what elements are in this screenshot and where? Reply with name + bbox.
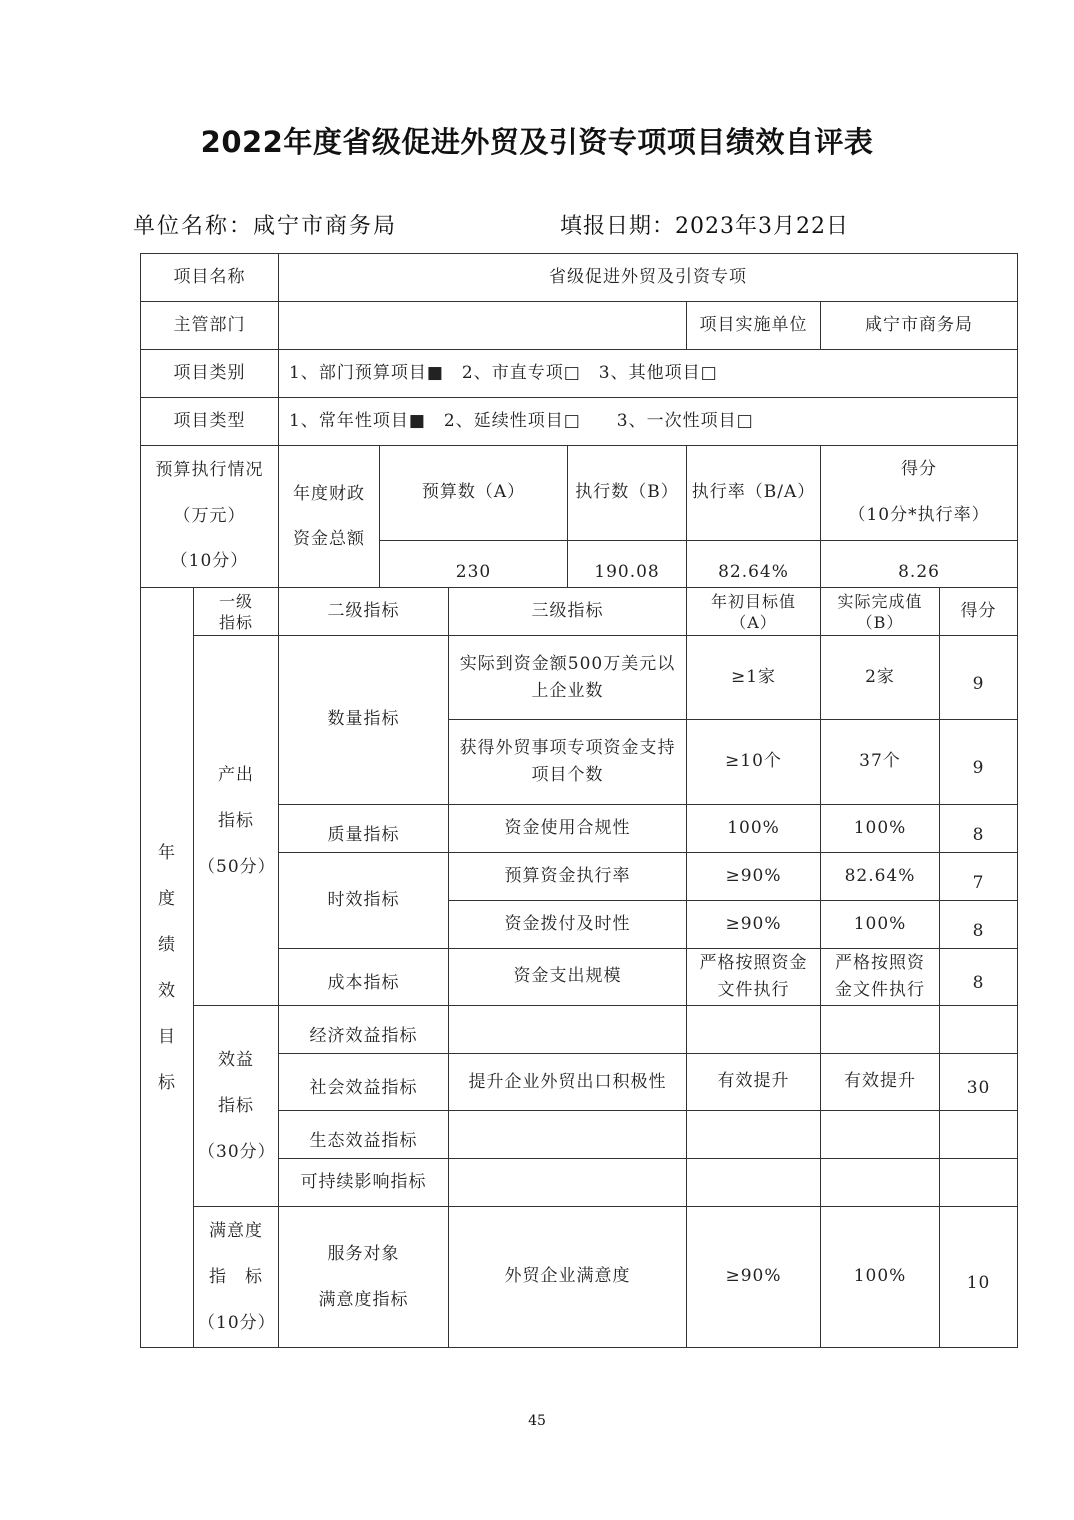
target-cell (687, 1006, 821, 1054)
evaluation-table (140, 253, 1018, 1348)
category-value: 1、部门预算项目■ 2、市直专项□ 3、其他项目□ (279, 350, 1018, 398)
dept-value (279, 302, 687, 350)
project-name-row (141, 254, 1018, 302)
actual-cell: 100% (821, 805, 940, 853)
budget-header-row (141, 446, 1018, 541)
benefit-group-line2: 指标 (218, 1096, 254, 1116)
type-label: 项目类型 (141, 398, 279, 446)
level1-header-line1: 一级 (218, 591, 253, 611)
level2-header: 二级指标 (279, 588, 449, 636)
budget-label-line1: 预算执行情况 (155, 459, 264, 480)
benefit-group-line1: 效益 (218, 1050, 254, 1070)
satisfaction-group-line1: 满意度 (209, 1221, 263, 1241)
target-header (687, 588, 821, 636)
social-benefit-indicator: 社会效益指标 (279, 1054, 449, 1111)
unit-name: 单位名称：咸宁市商务局 (133, 214, 398, 239)
output-group-line1: 产出 (218, 764, 254, 785)
dept-row (141, 302, 1018, 350)
level3-cell: 提升企业外贸出口积极性 (449, 1054, 687, 1111)
table-row (141, 1006, 1018, 1054)
actual-cell: 有效提升 (821, 1054, 940, 1111)
quantity-indicator: 数量指标 (279, 636, 449, 805)
type-row (141, 398, 1018, 446)
budget-b-value: 190.08 (568, 541, 687, 588)
output-indicator-group (194, 636, 279, 1006)
category-row (141, 350, 1018, 398)
sustainability-indicator: 可持续影响指标 (279, 1159, 449, 1207)
level3-cell (449, 1006, 687, 1054)
level3-cell: 预算资金执行率 (449, 853, 687, 901)
target-cell: ≥90% (687, 901, 821, 949)
level3-cell (449, 1159, 687, 1207)
type-value: 1、常年性项目■ 2、延续性项目□ 3、一次性项目□ (279, 398, 1018, 446)
annual-goal-char-4: 效 (158, 980, 176, 1001)
impl-unit-label: 项目实施单位 (687, 302, 821, 350)
target-cell (687, 1159, 821, 1207)
indicator-header-row (141, 588, 1018, 636)
score-cell: 9 (940, 636, 1018, 720)
report-date: 填报日期：2023年3月22日 (560, 214, 849, 239)
economic-benefit-indicator: 经济效益指标 (279, 1006, 449, 1054)
level3-cell (449, 1111, 687, 1159)
quality-indicator: 质量指标 (279, 805, 449, 853)
budget-rate-value: 82.64% (687, 541, 821, 588)
table-row (141, 636, 1018, 720)
score-cell (940, 1159, 1018, 1207)
target-cell: ≥90% (687, 853, 821, 901)
output-group-line3: （50分） (198, 856, 276, 877)
score-cell (940, 1111, 1018, 1159)
level3-cell: 资金拨付及时性 (449, 901, 687, 949)
annual-funds-line2: 资金总额 (293, 528, 365, 549)
budget-a-header: 预算数（A） (380, 446, 568, 541)
budget-b-header: 执行数（B） (568, 446, 687, 541)
page-number: 45 (528, 1413, 546, 1429)
score-cell: 8 (940, 901, 1018, 949)
annual-goal-char-3: 绩 (158, 934, 176, 955)
actual-cell: 37个 (821, 720, 940, 805)
budget-a-value: 230 (380, 541, 568, 588)
actual-cell: 严格按照资金文件执行 (821, 949, 940, 1006)
actual-header (821, 588, 940, 636)
level1-header (194, 588, 279, 636)
target-header-line1: 年初目标值 (710, 591, 796, 611)
output-group-line2: 指标 (218, 810, 254, 831)
target-cell: 严格按照资金文件执行 (687, 949, 821, 1006)
actual-cell (821, 1111, 940, 1159)
level3-cell: 获得外贸事项专项资金支持项目个数 (449, 720, 687, 805)
budget-score-header-line1: 得分 (901, 459, 938, 480)
ecological-benefit-indicator: 生态效益指标 (279, 1111, 449, 1159)
budget-score-value: 8.26 (821, 541, 1018, 588)
annual-goal-char-1: 年 (158, 842, 176, 863)
budget-rate-header: 执行率（B/A） (687, 446, 821, 541)
project-name-value: 省级促进外贸及引资专项 (279, 254, 1018, 302)
service-satisfaction-line1: 服务对象 (327, 1244, 400, 1264)
score-cell: 10 (940, 1207, 1018, 1348)
actual-header-line2: （B） (856, 612, 904, 632)
annual-funds-line1: 年度财政 (293, 484, 365, 505)
score-cell (940, 1006, 1018, 1054)
actual-cell: 2家 (821, 636, 940, 720)
target-cell: ≥10个 (687, 720, 821, 805)
level1-header-line2: 指标 (218, 612, 253, 632)
budget-label-line3: （10分） (170, 551, 249, 572)
level3-cell: 资金使用合规性 (449, 805, 687, 853)
dept-label: 主管部门 (141, 302, 279, 350)
target-header-line2: （A） (730, 612, 777, 632)
annual-goal-char-6: 标 (158, 1072, 176, 1093)
budget-label (141, 446, 279, 588)
score-cell: 9 (940, 720, 1018, 805)
table-row (141, 1207, 1018, 1348)
service-satisfaction-line2: 满意度指标 (318, 1290, 409, 1310)
level3-cell: 实际到资金额500万美元以上企业数 (449, 636, 687, 720)
budget-score-header-line2: （10分*执行率） (848, 505, 990, 525)
score-cell: 8 (940, 805, 1018, 853)
project-name-label: 项目名称 (141, 254, 279, 302)
annual-goal-label (141, 588, 194, 1348)
cost-indicator: 成本指标 (279, 949, 449, 1006)
target-cell: 有效提升 (687, 1054, 821, 1111)
target-cell: 100% (687, 805, 821, 853)
actual-header-line1: 实际完成值 (837, 591, 923, 611)
actual-cell: 82.64% (821, 853, 940, 901)
level3-header: 三级指标 (449, 588, 687, 636)
budget-score-header (821, 446, 1018, 541)
target-cell: ≥90% (687, 1207, 821, 1348)
actual-cell: 100% (821, 901, 940, 949)
actual-cell: 100% (821, 1207, 940, 1348)
timeliness-indicator: 时效指标 (279, 853, 449, 949)
category-label: 项目类别 (141, 350, 279, 398)
annual-goal-char-5: 目 (158, 1026, 176, 1047)
service-satisfaction-indicator (279, 1207, 449, 1348)
satisfaction-indicator-group (194, 1207, 279, 1348)
score-cell: 8 (940, 949, 1018, 1006)
annual-goal-char-2: 度 (158, 888, 176, 909)
score-cell: 30 (940, 1054, 1018, 1111)
annual-funds-label (279, 446, 380, 588)
score-header: 得分 (940, 588, 1018, 636)
level3-cell: 外贸企业满意度 (449, 1207, 687, 1348)
page-title: 2022年度省级促进外贸及引资专项项目绩效自评表 (200, 125, 874, 159)
target-cell: ≥1家 (687, 636, 821, 720)
level3-cell: 资金支出规模 (449, 949, 687, 1006)
score-cell: 7 (940, 853, 1018, 901)
impl-unit-value: 咸宁市商务局 (821, 302, 1018, 350)
benefit-group-line3: （30分） (198, 1142, 276, 1162)
benefit-indicator-group (194, 1006, 279, 1207)
budget-label-line2: （万元） (173, 505, 246, 526)
actual-cell (821, 1159, 940, 1207)
satisfaction-group-line3: （10分） (198, 1313, 276, 1333)
actual-cell (821, 1006, 940, 1054)
target-cell (687, 1111, 821, 1159)
satisfaction-group-line2: 指 标 (209, 1267, 263, 1287)
